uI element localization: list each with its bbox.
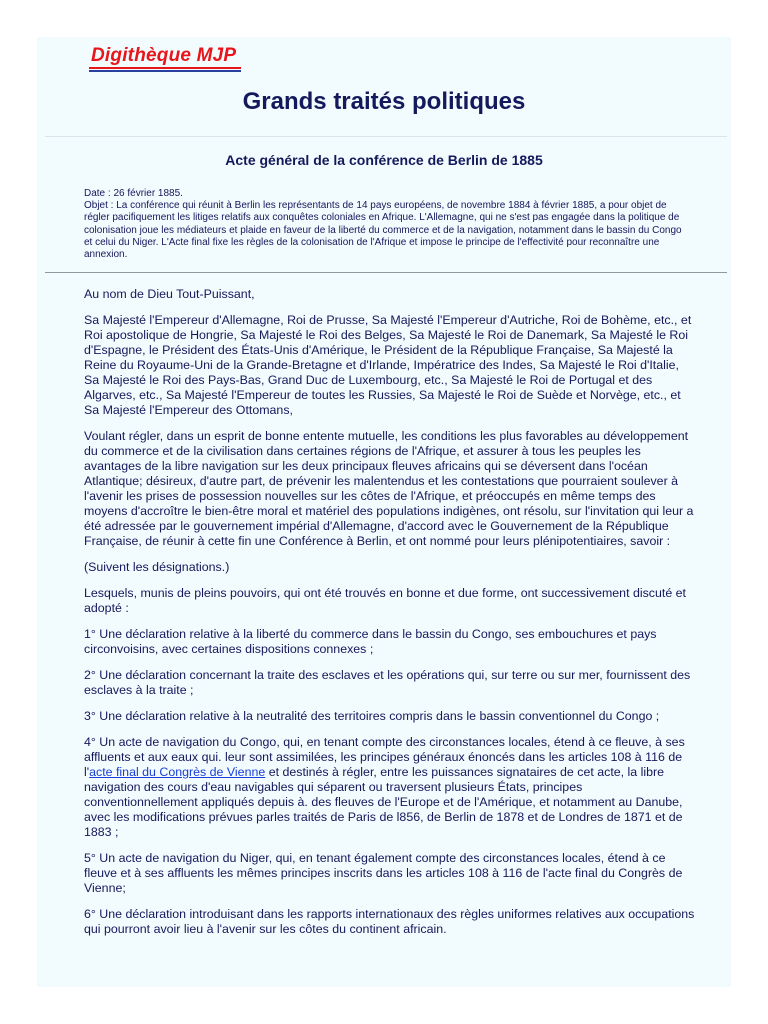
treaty-text <box>84 287 696 948</box>
document-objet: Objet : La conférence qui réunit à Berlin les représentants de 14 pays européens, de novembre 1884 à février 1885, a pour objet de régler pacifiquement les litiges relatifs aux conquêtes coloniales en Afrique. L'Allemagne, qui ne s'est pas engagée dans la politique de colonisation joue les médiateurs et plaide en faveur de la liberté du commerce et de la navigation, notamment dans le bassin du Congo et celui du Niger. L'Acte final fixe les règles de la colonisation de l'Afrique et impose le principe de l'effectivité pour reconnaître une annexion. <box>84 200 682 261</box>
paragraph-designations: (Suivent les désignations.) <box>84 560 230 574</box>
paragraph-adopted: Lesquels, munis de pleins pouvoirs, qui ont été trouvés en bonne et due forme, ont successivement discuté et adopté : <box>84 586 686 615</box>
paragraph-item-6: 6° Une déclaration introduisant dans les rapports internationaux des règles uniformes relatives aux occupations qui pourront avoir lieu à l'avenir sur les côtes du continent africain. <box>84 907 695 936</box>
paragraph-invocation: Au nom de Dieu Tout-Puissant, <box>84 287 255 301</box>
paragraph-item-5: 5° Un acte de navigation du Niger, qui, en tenant également compte des circonstances locales, étend à ce fleuve et à ses affluents les mêmes principes inscrits dans les articles 108 à 116 de l'acte final du Congrès de Vienne; <box>84 851 683 895</box>
paragraph-item-3: 3° Une déclaration relative à la neutralité des territoires compris dans le bassin conventionnel du Congo ; <box>84 709 660 723</box>
page-title: Grands traités politiques <box>242 88 526 115</box>
header-divider <box>45 136 727 137</box>
logo-underline-blue <box>89 70 241 72</box>
paragraph-item-2: 2° Une déclaration concernant la traite des esclaves et les opérations qui, sur terre ou sur mer, fournissent des esclaves à la traite ; <box>84 668 691 697</box>
paragraph-sovereigns: Sa Majesté l'Empereur d'Allemagne, Roi de Prusse, Sa Majesté l'Empereur d'Autriche, Roi de Bohème, etc., et Roi apostolique de Hongrie, Sa Majesté le Roi des Belges, Sa Majesté le Roi de Danemark, Sa Majesté le Roi d'Espagne, le Président des États-Unis d'Amérique, le Président de la République Française, Sa Majesté la Reine du Royaume-Uni de la Grande-Bretagne et d'Irlande, Impératrice des Indes, Sa Majesté le Roi d'Italie, Sa Majesté le Roi des Pays-Bas, Grand Duc de Luxembourg, etc., Sa Majesté le Roi de Portugal et des Algarves, etc., Sa Majesté l'Empereur de toutes les Russies, Sa Majesté le Roi de Suède et Norvège, etc., et Sa Majesté l'Empereur des Ottomans, <box>84 313 692 417</box>
vienna-congress-link[interactable]: acte final du Congrès de Vienne <box>89 765 266 779</box>
paragraph-preamble: Voulant régler, dans un esprit de bonne entente mutuelle, les conditions les plus favorables au développement du commerce et de la civilisation dans certaines régions de l'Afrique, et assurer à tous les peuples les avantages de la libre navigation sur les deux principaux fleuves africains qui se déversent dans l'océan Atlantique; désireux, d'autre part, de prévenir les malentendus et les contestations que pourraient soulever à l'avenir les prises de possession nouvelles sur les côtes de l'Afrique, et préoccupés en même temps des moyens d'accroître le bien-être moral et matériel des populations indigènes, ont résolu, sur l'invitation qui leur a été adressée par le gouvernement impérial d'Allemagne, d'accord avec le Gouvernement de la République Française, de réunir à cette fin une Conférence à Berlin, et ont nommé pour leurs plénipotentiaires, savoir : <box>84 429 694 548</box>
item-4-text-end: et destinés à régler, entre les puissances signataires de cet acte, la libre navigation des cours d'eau navigables qui séparent ou traversent plusieurs États, principes conventionnellement appliqués depuis à. des fleuves de l'Europe et de l'Amérique, et notamment au Danube, avec les modifications prévues parles traités de Paris de l856, de Berlin de 1878 et de Londres de 1871 et de 1883 ; <box>84 765 683 839</box>
page-container <box>37 37 731 987</box>
document-title: Acte général de la conférence de Berlin de 1885 <box>225 152 543 168</box>
logo-underline-red <box>89 67 241 69</box>
item-4-text-start: 4° Un acte de navigation du Congo, qui, en tenant compte des circonstances locales, étend à ce fleuve, à ses affluents et aux eaux qui. leur sont assimilées, les principes généraux énoncés dans les articles 108 à 116 de l' <box>84 735 685 779</box>
summary-divider <box>45 272 727 273</box>
paragraph-item-1: 1° Une déclaration relative à la liberté du commerce dans le bassin du Congo, ses embouchures et pays circonvoisins, avec certaines dispositions connexes ; <box>84 627 657 656</box>
paragraph-item-4 <box>84 735 696 840</box>
document-summary <box>84 188 690 261</box>
site-logo-link[interactable]: Digithèque MJP <box>91 45 237 66</box>
document-date: Date : 26 février 1885. <box>84 188 183 199</box>
